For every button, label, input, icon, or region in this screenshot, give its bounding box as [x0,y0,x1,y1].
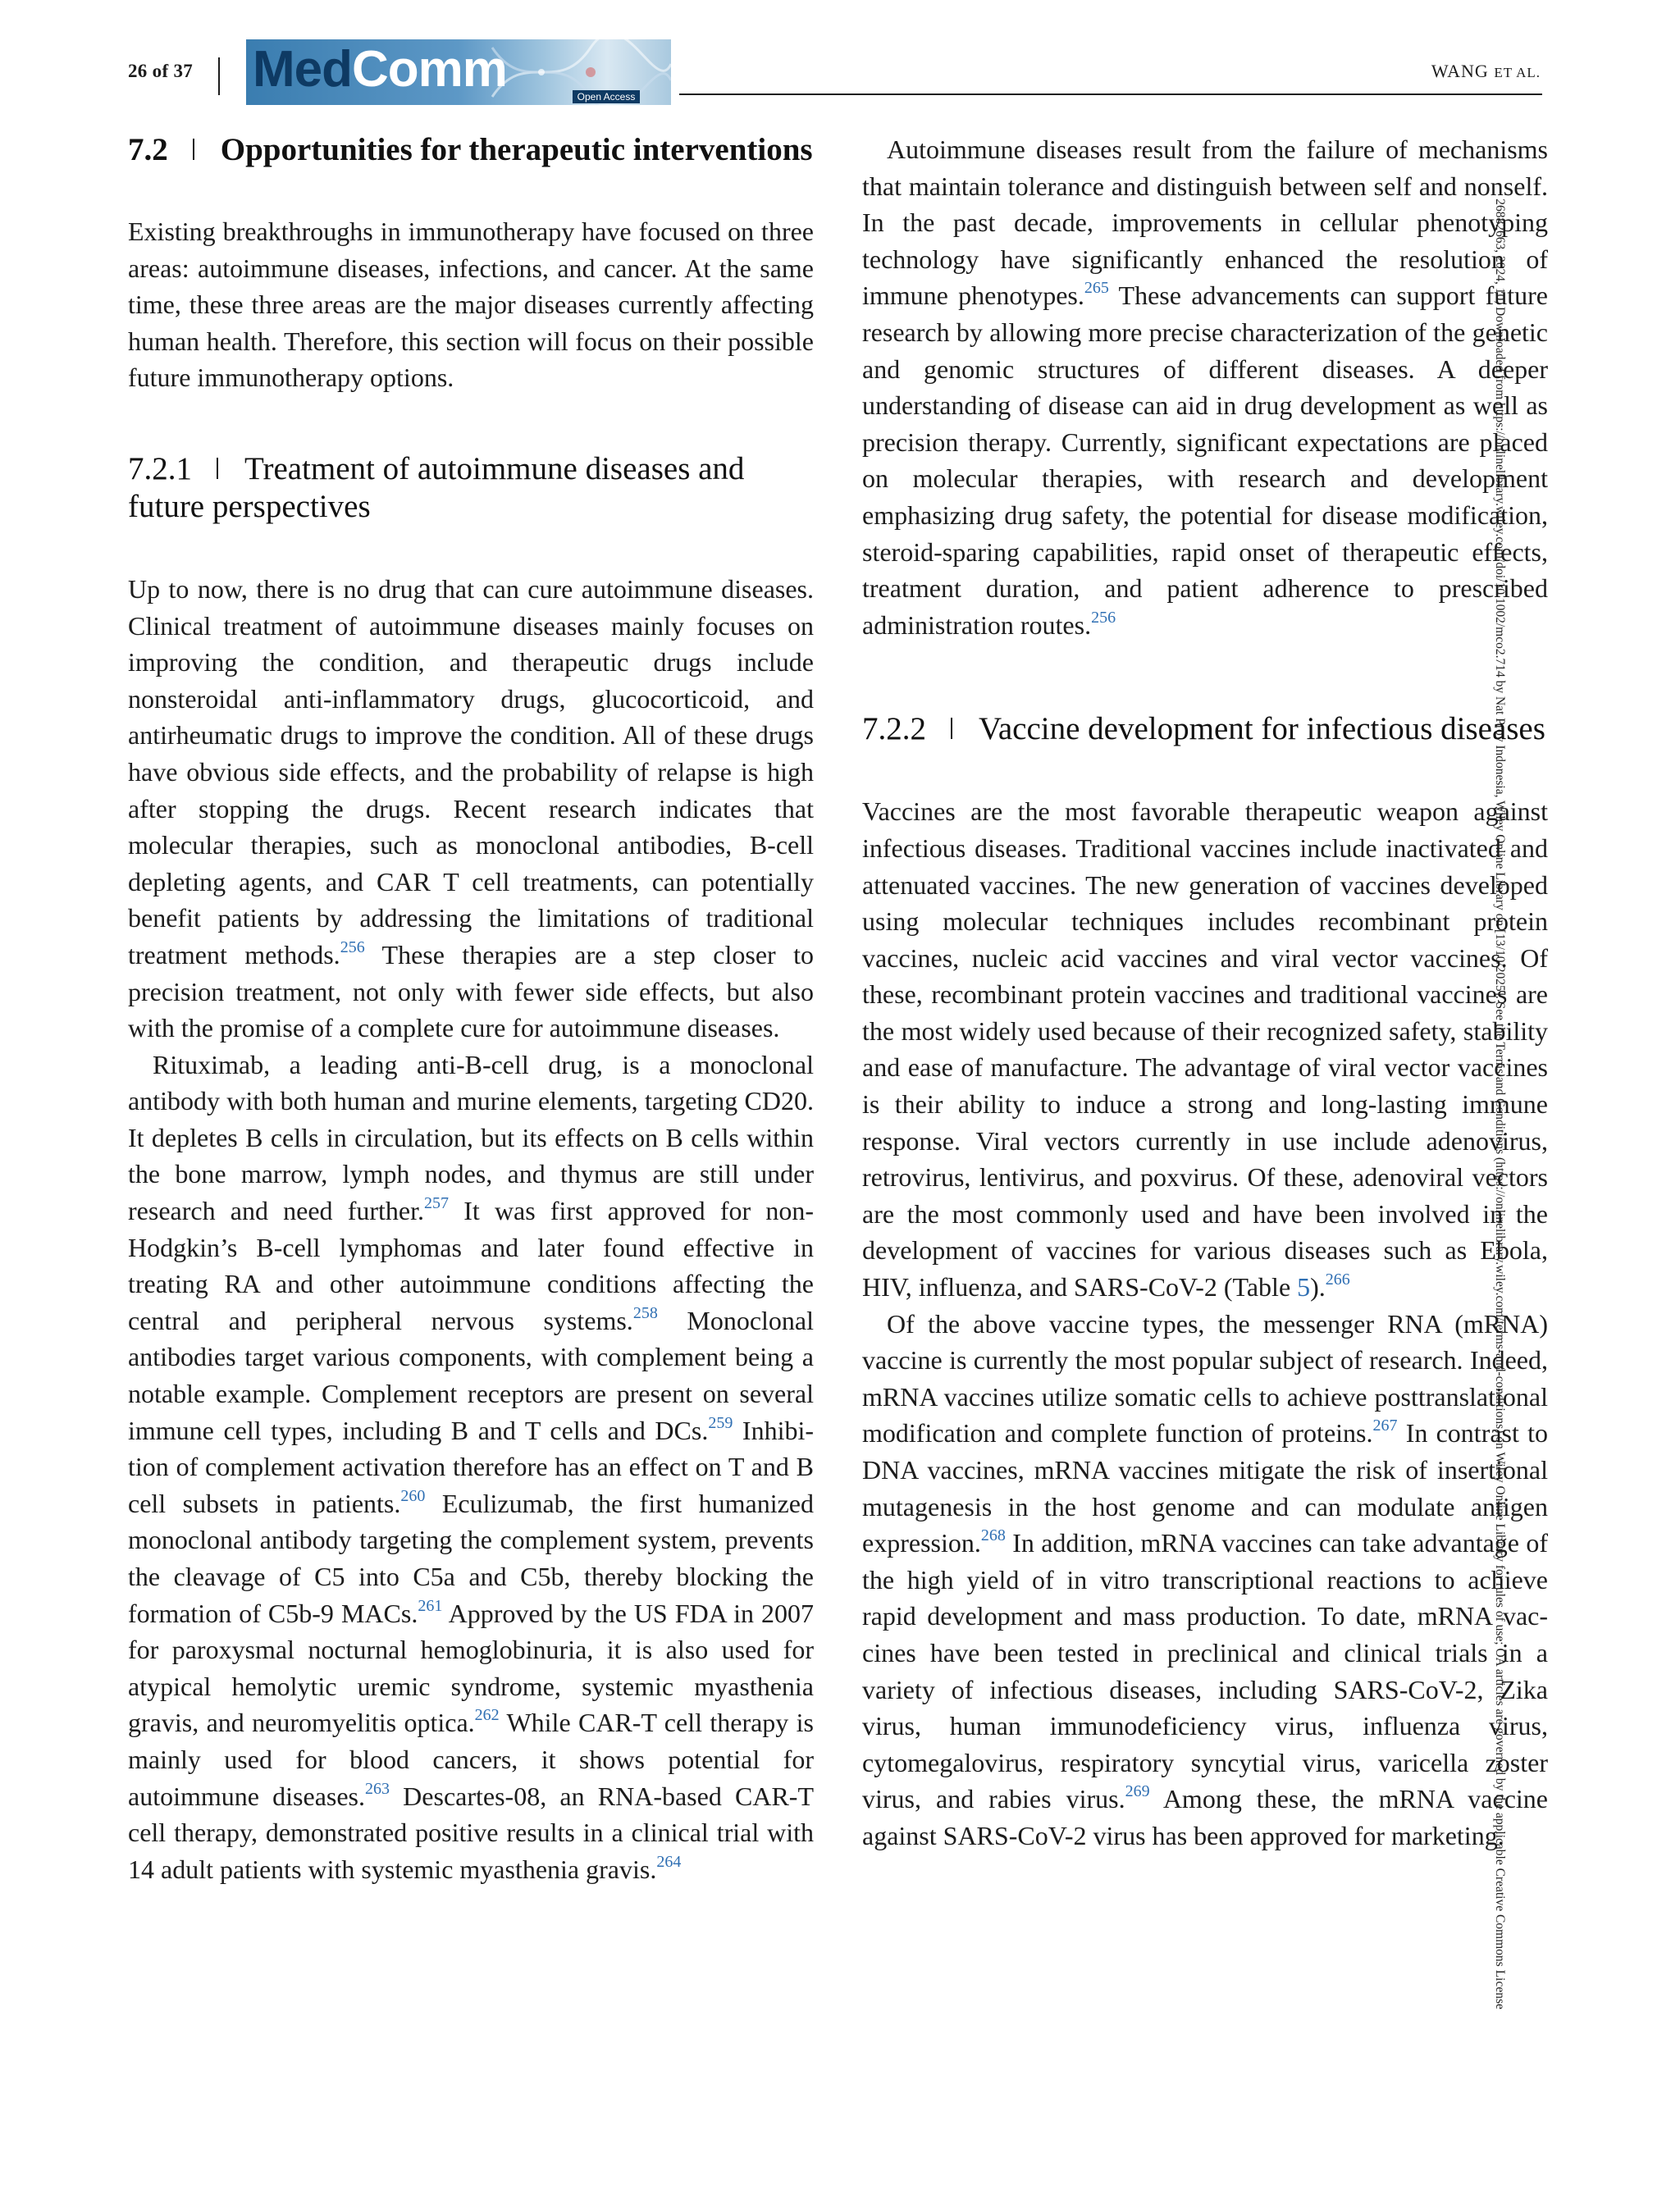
page-header [0,0,1680,115]
citation-259[interactable]: 259 [708,1413,733,1432]
heading-separator [193,139,194,160]
medcomm-logo[interactable] [246,39,671,105]
citation-263[interactable]: 263 [365,1779,390,1798]
paragraph-vaccines [862,793,1548,1305]
heading-separator [217,458,218,479]
paragraph-autoimmune-mechanisms [862,131,1548,643]
logo-comm: Comm [352,41,507,98]
text-run: These therapies are a step closer to precision treatment, not only with fewer side effects, but also with the promise of a complete cure for autoimmune diseases. [128,939,815,1043]
text-run: Descartes-08, an RNA-based CAR-T cell therapy, demonstrated positive results in a clinical trial with 14 adult patients with systemic myasthenia gravis. [128,1781,814,1884]
section-title: Opportunities for therapeutic interventions [220,132,813,167]
text-run: Monoclonal antibodies target various components, with complement being a notable example. Complement receptors are present on several immune cell types, including B and T cells and DCs. [128,1305,815,1445]
author-name: WANG [1431,61,1489,81]
text-run: While CAR-T cell therapy is mainly used for blood cancers, it shows potential for autoimmune diseases. [128,1708,815,1811]
paragraph-mrna-vaccines [862,1306,1548,1854]
logo-med: Med [253,41,352,98]
text-run: Among these, the mRNA vaccine against SARS-CoV-2 virus has been approved for marketing. [862,1784,1549,1850]
subsection-number: 7.2.1 [128,450,192,486]
header-rule [679,94,1542,95]
open-access-badge: Open Access [573,90,640,103]
text-run: These advancements can support future research by allowing more precise characterization of the genetic and genomic structures of different diseases. A deeper understanding of disease can aid in drug development as well as precision therapy. Currently, significant expectations are placed on molecular therapies, with research and development emphasizing drug safety, the potential for disease modification, steroid-sparing capabilities, rapid onset of therapeutic effects, treatment duration, and patient adherence to prescribed administration routes. [862,281,1549,640]
logo-wordmark [253,41,507,98]
citation-264[interactable]: 264 [656,1852,682,1871]
section-heading-7-2 [128,131,814,169]
citation-256b[interactable]: 256 [1091,608,1116,627]
citation-258[interactable]: 258 [632,1303,658,1322]
citation-268[interactable]: 268 [980,1526,1006,1545]
right-column [862,123,1548,1854]
text-run: Approved by the US FDA in 2007 for paroxysmal nocturnal hemoglobinuria, it is also used for atypical hemolytic uremic syndrome, systemic myasthenia gravis, and neuromyelitis optica. [128,1598,815,1738]
header-divider [218,57,220,95]
paragraph-rituximab [128,1047,814,1888]
text-run: Rituximab, a leading anti-B-cell drug, is a monoclonal antibody with both human and murine elements, targeting CD20. It depletes B cells in circulation, but its effects on B cells within the bone marrow, lymph nodes, and thymus are still under research and need further. [128,1049,814,1226]
heading-separator [951,718,952,739]
download-notice: 26882663, 2024, 10, Downloaded from https://onlinelibrary.wiley.com/doi/10.1002/mco2.714 by Nat Prov Indonesia, Wiley Online Library on [13/10/2025]. See the Terms and Conditions (https://onlinelibrary.wiley.com/terms-and-conditions) on Wiley Online Library for rules of use; OA articles are governed by the applicable Creative Commons License [1493,198,1507,2010]
citation-266[interactable]: 266 [1325,1271,1350,1289]
text-run: In addition, mRNA vaccines can take advantage of the high yield of in vitro transcriptional reactions to achieve rapid development and mass production. To date, mRNA vaccines have been tested in preclinical and clinical trials in a variety of infectious diseases, including SARS-CoV-2, Zika virus, human immunodeficiency virus, influenza virus, cytomegalovirus, respiratory syncytial virus, varicella zoster virus, and rabies virus. [862,1528,1548,1814]
text-run: ). [1310,1272,1326,1302]
citation-262[interactable]: 262 [474,1706,500,1725]
subsection-heading-7-2-1 [128,450,814,526]
citation-265[interactable]: 265 [1084,279,1109,298]
text-run: Autoimmune diseases result from the failure of mechanisms that maintain tolerance and distinguish between self and nonself. In the past decade, improvements in cellular phenotyping technology have significantly enhanced the resolution of immune phenotypes. [862,135,1548,311]
citation-256[interactable]: 256 [340,937,365,956]
citation-267[interactable]: 267 [1372,1416,1398,1435]
citation-261[interactable]: 261 [418,1596,443,1615]
subsection-title: Vaccine development for infectious diseases [979,711,1545,747]
citation-260[interactable]: 260 [400,1486,426,1505]
text-run: Up to now, there is no drug that can cure autoimmune diseases. Clinical treatment of autoimmune diseases mainly focuses on improving the condition, and therapeutic drugs include nonsteroidal anti-inflammatory drugs, glucocorticoid, and antirheumatic drugs to improve the condition. All of these drugs have obvious side effects, and the probability of relapse is high after stopping the drugs. Recent research indicates that molecular therapies, such as monoclonal antibodies, B-cell depleting agents, and CAR T cell treatments, can potentially benefit patients by addressing the limitations of traditional treatment methods. [128,573,814,969]
intro-paragraph: Existing breakthroughs in immunotherapy have focused on three areas: autoimmune diseases, infections, and cancer. At the same time, these three areas are the major diseases currently affecting human health. Therefore, this section will focus on their possible future immunotherapy options. [128,217,814,393]
author-suffix: ET AL. [1494,65,1541,80]
paragraph-autoimmune-treatment [128,571,814,1047]
subsection-number: 7.2.2 [862,711,926,747]
page-number: 26 of 37 [128,61,194,81]
text-run: Inhibition of complement activation therefore has an effect on T and B cell subsets in patients. [128,1415,815,1518]
text-run: Eculizumab, the first humanized monoclonal antibody targeting the complement system, prevents the cleavage of C5 into C5a and C5b, thereby blocking the formation of C5b-9 MACs. [128,1488,815,1628]
text-run: Vaccines are the most favorable therapeutic weapon against infectious diseases. Traditional vaccines include inactivated and attenuated vaccines. The new generation of vaccines developed using molecular techniques includes recombinant protein vaccines, nucleic acid vaccines and viral vector vaccines. Of these, recombinant protein vaccines and traditional vaccines are the most widely used because of their recognized safety, stability and ease of manufacture. The advantage of viral vector vaccines is their ability to induce a strong and long-lasting immune response. Viral vectors currently in use include adenovirus, retrovirus, lentivirus, and poxvirus. Of these, adenoviral vectors are the most commonly used and have been involved in the development of vaccines for various diseases such as Ebola, HIV, influenza, and SARS-CoV-2 (Table [862,796,1548,1302]
section-number: 7.2 [128,132,168,167]
text-run: Of the above vaccine types, the messenger RNA (mRNA) vaccine is currently the most popular subject of research. Indeed, mRNA vaccines utilize somatic cells to achieve posttranslational modification and complete function of proteins. [862,1308,1548,1448]
text-run: It was first approved for non-Hodgkin’s B-cell lymphomas and later found effective in treating RA and other autoimmune conditions affecting the central and peripheral nervous systems. [128,1196,815,1335]
text-run: In contrast to DNA vaccines, mRNA vaccines mitigate the risk of insertional mutagenesis in the host genome and can modulate antigen expression. [862,1418,1549,1558]
subsection-title: Treatment of autoimmune diseases and future perspectives [128,450,745,524]
table-5-link[interactable]: 5 [1297,1272,1311,1302]
citation-269[interactable]: 269 [1125,1782,1150,1801]
subsection-heading-7-2-2 [862,710,1548,748]
citation-257[interactable]: 257 [424,1194,450,1213]
left-column [128,123,814,1887]
